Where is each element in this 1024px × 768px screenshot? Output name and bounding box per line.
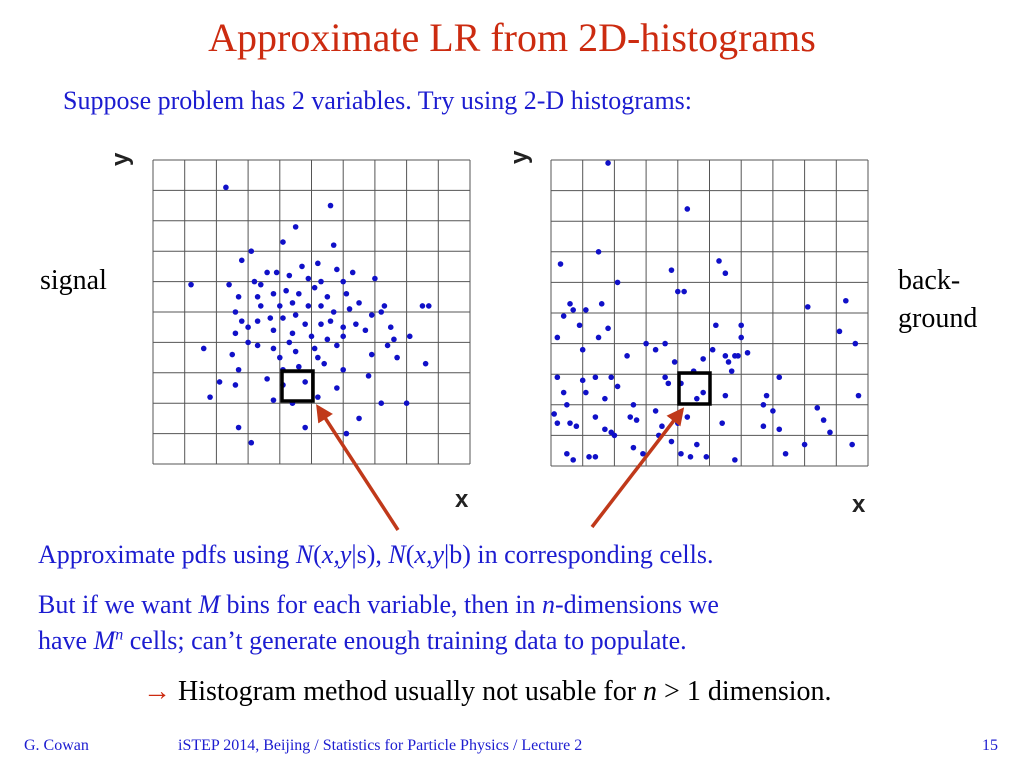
background-point bbox=[719, 420, 725, 426]
background-y-axis-label: y bbox=[506, 150, 533, 164]
signal-point bbox=[420, 303, 426, 309]
signal-point bbox=[239, 318, 245, 324]
background-point bbox=[704, 454, 710, 460]
background-point bbox=[627, 414, 633, 420]
signal-point bbox=[388, 324, 394, 330]
signal-point bbox=[344, 291, 350, 297]
background-point bbox=[745, 350, 751, 356]
signal-point bbox=[340, 279, 346, 285]
signal-point bbox=[271, 397, 277, 403]
symbol-M: M bbox=[198, 590, 220, 619]
signal-point bbox=[287, 273, 293, 279]
signal-point bbox=[271, 346, 277, 352]
signal-point bbox=[188, 282, 194, 288]
signal-point bbox=[378, 400, 384, 406]
signal-point bbox=[258, 282, 264, 288]
signal-scatter-points bbox=[188, 185, 431, 446]
background-point bbox=[732, 457, 738, 463]
background-point bbox=[555, 335, 561, 341]
background-point bbox=[700, 356, 706, 362]
signal-point bbox=[264, 376, 270, 382]
signal-point bbox=[315, 261, 321, 267]
background-point bbox=[723, 353, 729, 359]
background-point bbox=[764, 393, 770, 399]
background-label-line1: back- bbox=[898, 265, 961, 296]
background-point bbox=[776, 374, 782, 380]
slide-title: Approximate LR from 2D-histograms bbox=[208, 15, 816, 60]
signal-point bbox=[217, 379, 223, 385]
signal-point bbox=[318, 279, 324, 285]
background-point bbox=[849, 442, 855, 448]
background-point bbox=[577, 322, 583, 328]
signal-point bbox=[229, 352, 235, 358]
signal-point bbox=[287, 340, 293, 346]
signal-point bbox=[223, 185, 229, 191]
background-point bbox=[580, 347, 586, 353]
signal-point bbox=[369, 352, 375, 358]
background-point bbox=[561, 313, 567, 319]
signal-point bbox=[340, 334, 346, 340]
footer-author: G. Cowan bbox=[24, 737, 89, 754]
signal-point bbox=[344, 431, 350, 437]
background-point bbox=[605, 160, 611, 166]
background-point bbox=[615, 384, 621, 390]
signal-point bbox=[423, 361, 429, 367]
background-point bbox=[678, 451, 684, 457]
signal-point bbox=[207, 394, 213, 400]
signal-point bbox=[340, 324, 346, 330]
background-point bbox=[665, 381, 671, 387]
background-point bbox=[675, 289, 681, 295]
background-point bbox=[837, 329, 843, 335]
given-background: |b) in corresponding cells. bbox=[444, 540, 714, 569]
signal-point bbox=[299, 264, 305, 270]
signal-point bbox=[302, 425, 308, 431]
signal-point bbox=[264, 270, 270, 276]
text-line-2-mid: bins for each variable, then in bbox=[219, 590, 542, 619]
signal-point bbox=[306, 303, 312, 309]
signal-point bbox=[334, 385, 340, 391]
signal-point bbox=[201, 346, 207, 352]
signal-label: signal bbox=[40, 265, 107, 296]
background-point bbox=[669, 439, 675, 445]
signal-point bbox=[363, 327, 369, 333]
background-point bbox=[564, 402, 570, 408]
background-point bbox=[558, 261, 564, 267]
signal-point bbox=[394, 355, 400, 361]
background-point bbox=[681, 289, 687, 295]
signal-point bbox=[277, 355, 283, 361]
signal-point bbox=[302, 379, 308, 385]
background-point bbox=[653, 408, 659, 414]
symbol-xy-2: x,y bbox=[414, 540, 445, 569]
signal-point bbox=[236, 294, 242, 300]
signal-point bbox=[331, 242, 337, 248]
signal-point bbox=[277, 303, 283, 309]
signal-point bbox=[236, 425, 242, 431]
background-point bbox=[583, 390, 589, 396]
right-arrow-icon: → bbox=[143, 676, 171, 707]
footer-center: iSTEP 2014, Beijing / Statistics for Particle Physics / Lecture 2 bbox=[178, 737, 583, 754]
background-point bbox=[624, 353, 630, 359]
symbol-n: n bbox=[541, 590, 555, 619]
signal-point bbox=[321, 361, 327, 367]
background-point bbox=[551, 411, 557, 417]
signal-point bbox=[290, 330, 296, 336]
background-point bbox=[602, 426, 608, 432]
background-point bbox=[761, 423, 767, 429]
background-point bbox=[570, 457, 576, 463]
signal-point bbox=[334, 267, 340, 273]
background-point bbox=[713, 322, 719, 328]
background-point bbox=[612, 433, 618, 439]
signal-point bbox=[293, 224, 299, 230]
signal-point bbox=[309, 334, 315, 340]
paren-open: ( bbox=[313, 540, 322, 569]
signal-point bbox=[347, 306, 353, 312]
background-point bbox=[805, 304, 811, 310]
footer-page-number: 15 bbox=[982, 737, 998, 754]
signal-point bbox=[233, 382, 239, 388]
background-scatter-points bbox=[551, 160, 861, 462]
signal-point bbox=[340, 367, 346, 373]
background-point bbox=[685, 414, 691, 420]
background-point bbox=[688, 454, 694, 460]
text-line-3-lead: have bbox=[38, 626, 94, 655]
text-line-3 bbox=[38, 626, 687, 656]
signal-point bbox=[302, 321, 308, 327]
signal-point bbox=[255, 343, 261, 349]
background-point bbox=[605, 326, 611, 332]
background-point bbox=[783, 451, 789, 457]
signal-point bbox=[233, 330, 239, 336]
background-point bbox=[675, 420, 681, 426]
symbol-N: N bbox=[295, 540, 314, 569]
background-point bbox=[593, 374, 599, 380]
background-point bbox=[593, 414, 599, 420]
slide-subtitle: Suppose problem has 2 variables. Try using 2-D histograms: bbox=[63, 86, 693, 115]
signal-histogram-grid bbox=[153, 160, 470, 464]
background-point bbox=[729, 368, 735, 374]
signal-point bbox=[283, 288, 289, 294]
background-point bbox=[710, 347, 716, 353]
signal-point bbox=[325, 294, 331, 300]
signal-point bbox=[426, 303, 432, 309]
signal-point bbox=[245, 324, 251, 330]
symbol-n-exponent: n bbox=[115, 626, 124, 644]
signal-point bbox=[315, 394, 321, 400]
text-line-1 bbox=[38, 540, 714, 570]
signal-point bbox=[296, 291, 302, 297]
background-point bbox=[596, 335, 602, 341]
background-histogram-grid bbox=[551, 160, 868, 466]
background-point bbox=[672, 359, 678, 365]
signal-point bbox=[293, 312, 299, 318]
background-x-axis-label: x bbox=[852, 491, 866, 518]
background-point bbox=[856, 393, 862, 399]
signal-point bbox=[369, 312, 375, 318]
signal-point bbox=[356, 416, 362, 422]
conclusion-lead: Histogram method usually not usable for bbox=[171, 676, 644, 707]
signal-point bbox=[318, 303, 324, 309]
symbol-n-2: n bbox=[643, 676, 658, 707]
background-point bbox=[583, 307, 589, 313]
background-point bbox=[735, 353, 741, 359]
background-point bbox=[653, 347, 659, 353]
signal-point bbox=[328, 203, 334, 209]
signal-point bbox=[378, 309, 384, 315]
signal-point bbox=[258, 303, 264, 309]
signal-point bbox=[366, 373, 372, 379]
signal-point bbox=[372, 276, 378, 282]
background-point bbox=[659, 423, 665, 429]
symbol-M-power: M bbox=[93, 626, 116, 655]
background-point bbox=[814, 405, 820, 411]
paren-open-2: ( bbox=[405, 540, 415, 569]
symbol-xy: x,y bbox=[321, 540, 352, 569]
text-line-3-end: cells; can’t generate enough training data to populate. bbox=[123, 626, 687, 655]
signal-point bbox=[248, 248, 254, 254]
background-point bbox=[561, 390, 567, 396]
background-point bbox=[593, 454, 599, 460]
background-point bbox=[821, 417, 827, 423]
signal-point bbox=[233, 309, 239, 315]
background-point bbox=[700, 390, 706, 396]
background-point bbox=[596, 249, 602, 255]
background-point bbox=[694, 442, 700, 448]
signal-point bbox=[280, 239, 286, 245]
signal-point bbox=[312, 285, 318, 291]
background-point bbox=[662, 341, 668, 347]
background-point bbox=[631, 402, 637, 408]
signal-point bbox=[391, 337, 397, 343]
signal-point bbox=[226, 282, 232, 288]
background-point bbox=[643, 341, 649, 347]
background-point bbox=[570, 307, 576, 313]
background-point bbox=[853, 341, 859, 347]
background-point bbox=[685, 206, 691, 212]
symbol-N-2: N bbox=[388, 540, 406, 569]
background-point bbox=[669, 267, 675, 273]
background-point bbox=[555, 374, 561, 380]
signal-point bbox=[274, 270, 280, 276]
signal-point bbox=[255, 294, 261, 300]
background-point bbox=[776, 426, 782, 432]
signal-point bbox=[271, 291, 277, 297]
background-point bbox=[770, 408, 776, 414]
background-point bbox=[555, 420, 561, 426]
signal-point bbox=[290, 300, 296, 306]
background-point bbox=[608, 374, 614, 380]
signal-point bbox=[334, 343, 340, 349]
background-point bbox=[723, 393, 729, 399]
background-point bbox=[634, 417, 640, 423]
background-point bbox=[738, 335, 744, 341]
background-point bbox=[802, 442, 808, 448]
signal-point bbox=[267, 315, 273, 321]
signal-point bbox=[248, 440, 254, 446]
signal-point bbox=[252, 279, 258, 285]
signal-point bbox=[245, 340, 251, 346]
background-point bbox=[567, 301, 573, 307]
background-point bbox=[662, 374, 668, 380]
background-point bbox=[723, 270, 729, 276]
background-point bbox=[726, 359, 732, 365]
signal-point bbox=[306, 276, 312, 282]
background-point bbox=[599, 301, 605, 307]
background-point bbox=[564, 451, 570, 457]
background-point bbox=[761, 402, 767, 408]
signal-point bbox=[331, 309, 337, 315]
background-label-line2: ground bbox=[898, 303, 978, 334]
background-point bbox=[843, 298, 849, 304]
background-point bbox=[567, 420, 573, 426]
conclusion-line bbox=[143, 676, 832, 708]
signal-point bbox=[353, 321, 359, 327]
background-point bbox=[631, 445, 637, 451]
signal-point bbox=[350, 270, 356, 276]
background-point bbox=[716, 258, 722, 264]
signal-point bbox=[404, 400, 410, 406]
background-point bbox=[586, 454, 592, 460]
background-point bbox=[615, 280, 621, 286]
text-line-1-lead: Approximate pdfs using bbox=[38, 540, 296, 569]
background-point bbox=[574, 423, 580, 429]
text-line-2-lead: But if we want bbox=[38, 590, 199, 619]
signal-point bbox=[293, 349, 299, 355]
conclusion-end: > 1 dimension. bbox=[657, 676, 832, 707]
signal-point bbox=[271, 327, 277, 333]
signal-point bbox=[385, 343, 391, 349]
background-point bbox=[694, 396, 700, 402]
text-line-2-end: -dimensions we bbox=[554, 590, 719, 619]
signal-x-axis-label: x bbox=[455, 486, 469, 513]
signal-point bbox=[407, 334, 413, 340]
text-line-2 bbox=[38, 590, 719, 620]
signal-point bbox=[315, 355, 321, 361]
signal-point bbox=[312, 346, 318, 352]
signal-point bbox=[325, 337, 331, 343]
signal-point bbox=[296, 364, 302, 370]
signal-point bbox=[280, 315, 286, 321]
signal-y-axis-label: y bbox=[107, 152, 134, 166]
signal-point bbox=[382, 303, 388, 309]
signal-point bbox=[356, 300, 362, 306]
signal-point bbox=[239, 258, 245, 264]
background-point bbox=[602, 396, 608, 402]
given-signal: |s), bbox=[351, 540, 389, 569]
signal-highlight-cell bbox=[282, 371, 313, 401]
signal-point bbox=[318, 321, 324, 327]
background-point bbox=[580, 378, 586, 384]
background-point bbox=[827, 430, 833, 436]
background-point bbox=[738, 322, 744, 328]
signal-point bbox=[236, 367, 242, 373]
signal-pointer-arrow bbox=[318, 407, 398, 530]
signal-point bbox=[255, 318, 261, 324]
signal-point bbox=[328, 318, 334, 324]
